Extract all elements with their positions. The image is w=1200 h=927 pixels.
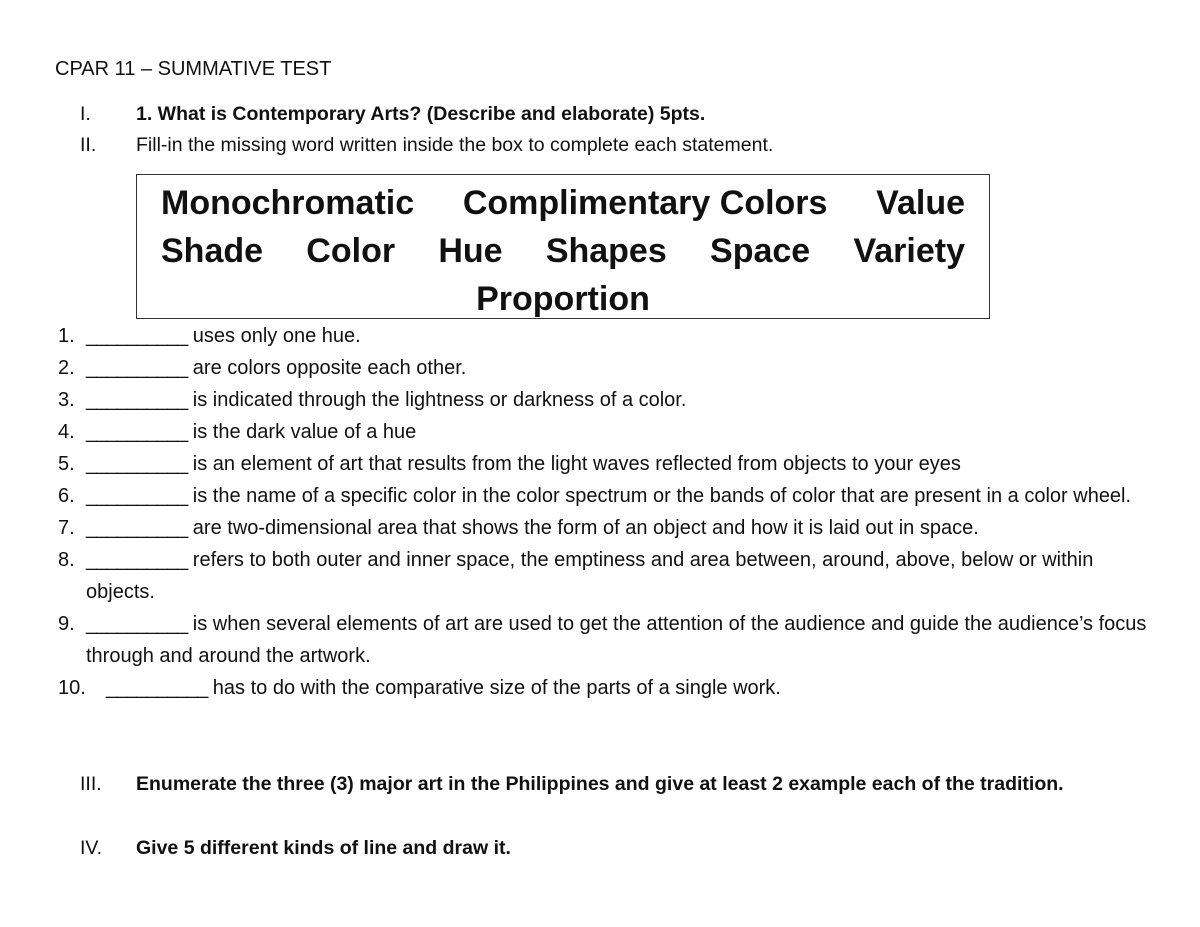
section-number: II. <box>80 134 97 156</box>
section-1 <box>80 103 705 126</box>
section-2 <box>80 134 773 157</box>
section-text: Fill-in the missing word written inside the box to complete each statement. <box>136 134 774 156</box>
section-text: Enumerate the three (3) major art in the Philippines and give at least 2 example each of the tradition. <box>136 773 1064 795</box>
item-number: 4. <box>58 421 75 443</box>
answer-blank: __________ <box>106 677 208 699</box>
item-text: is indicated through the lightness or darkness of a color. <box>192 389 687 411</box>
list-item <box>58 480 1148 512</box>
section-number: IV. <box>80 837 103 859</box>
answer-blank: __________ <box>86 357 188 379</box>
section-text: Give 5 different kinds of line and draw it. <box>136 837 511 859</box>
item-text: is an element of art that results from the light waves reflected from objects to your eyes <box>192 453 961 475</box>
list-item <box>58 544 1148 608</box>
section-4 <box>80 832 1130 864</box>
word-bank-word: Space <box>710 232 811 270</box>
item-text: uses only one hue. <box>192 325 361 347</box>
word-bank-word: Shade <box>161 232 264 270</box>
list-item <box>58 352 1148 384</box>
word-bank-word: Proportion <box>476 280 650 318</box>
answer-blank: __________ <box>86 613 188 635</box>
page-title: CPAR 11 – SUMMATIVE TEST <box>55 58 332 80</box>
answer-blank: __________ <box>86 421 188 443</box>
answer-blank: __________ <box>86 453 188 475</box>
item-number: 7. <box>58 517 75 539</box>
word-bank-word: Monochromatic <box>161 184 415 222</box>
list-item <box>58 608 1148 672</box>
word-bank-word: Shapes <box>545 232 667 270</box>
item-number: 3. <box>58 389 75 411</box>
item-text: is the dark value of a hue <box>192 421 417 443</box>
word-bank-word: Hue <box>438 232 503 270</box>
section-number: III. <box>80 773 102 795</box>
answer-blank: __________ <box>86 549 188 571</box>
word-bank-word: Value <box>876 184 965 222</box>
item-number: 5. <box>58 453 75 475</box>
item-number: 10. <box>58 677 86 699</box>
item-number: 9. <box>58 613 75 635</box>
item-text: is the name of a specific color in the color spectrum or the bands of color that are present in a color wheel. <box>192 485 1132 507</box>
list-item <box>58 672 1148 704</box>
answer-blank: __________ <box>86 517 188 539</box>
section-3 <box>80 768 1130 800</box>
item-text: is when several elements of art are used to get the attention of the audience and guide the audience’s focus through and around the artwork. <box>86 613 1147 667</box>
section-number: I. <box>80 103 91 125</box>
list-item <box>58 512 1148 544</box>
word-bank-box <box>136 174 990 319</box>
item-number: 1. <box>58 325 75 347</box>
word-bank-word: Color <box>306 232 396 270</box>
item-number: 8. <box>58 549 75 571</box>
list-item <box>58 384 1148 416</box>
item-text: has to do with the comparative size of the parts of a single work. <box>212 677 781 699</box>
word-bank-word: Variety <box>853 232 965 270</box>
list-item <box>58 416 1148 448</box>
item-text: are colors opposite each other. <box>192 357 467 379</box>
answer-blank: __________ <box>86 325 188 347</box>
answer-blank: __________ <box>86 389 188 411</box>
answer-blank: __________ <box>86 485 188 507</box>
item-number: 2. <box>58 357 75 379</box>
item-text: are two-dimensional area that shows the form of an object and how it is laid out in space. <box>192 517 979 539</box>
item-text: refers to both outer and inner space, the emptiness and area between, around, above, below or within objects. <box>86 549 1094 603</box>
list-item <box>58 320 1148 352</box>
list-item <box>58 448 1148 480</box>
section-text: 1. What is Contemporary Arts? (Describe and elaborate) 5pts. <box>136 103 706 125</box>
word-bank-word: Complimentary Colors <box>462 184 828 222</box>
item-number: 6. <box>58 485 75 507</box>
fill-in-list <box>58 320 1148 704</box>
